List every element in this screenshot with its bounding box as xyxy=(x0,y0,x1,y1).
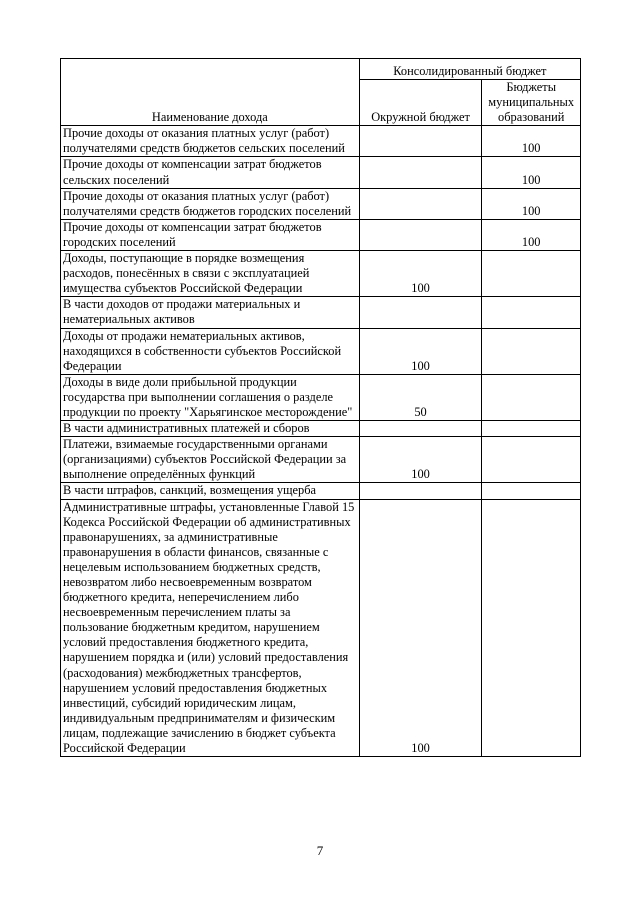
income-name-cell: В части административных платежей и сборов xyxy=(61,421,360,437)
income-name-cell: Платежи, взимаемые государственными органами (организациями) субъектов Российской Федерации за выполнение определённых функций xyxy=(61,437,360,483)
municipal-share-cell xyxy=(482,297,581,328)
header-municipal-budgets: Бюджеты муниципальных образований xyxy=(482,80,581,126)
income-name-cell: В части штрафов, санкций, возмещения ущерба xyxy=(61,483,360,499)
table-row xyxy=(61,499,581,757)
table-row xyxy=(61,437,581,483)
header-okrug-budget: Окружной бюджет xyxy=(359,80,482,126)
municipal-share-cell: 100 xyxy=(482,219,581,250)
section-row xyxy=(61,483,581,499)
table-header-row xyxy=(61,59,581,80)
okrug-share-cell xyxy=(359,219,482,250)
municipal-share-cell xyxy=(482,328,581,374)
income-name-cell: Административные штрафы, установленные Главой 15 Кодекса Российской Федерации об административных правонарушениях, за административные правонарушения в области финансов, связанные с нецелевым использованием бюджетных средств, невозвратом либо несвоевременным возвратом бюджетного кредита, неперечислением либо несвоевременным перечислением платы за пользование бюджетным кредитом, нарушением условий предоставления бюджетного кредита, нарушением порядка и (или) условий предоставления (расходования) межбюджетных трансфертов, нарушением условий предоставления бюджетных инвестиций, субсидий юридическим лицам, индивидуальным предпринимателям и физическим лицам, подлежащие зачислению в бюджет субъекта Российской Федерации xyxy=(61,499,360,757)
section-row xyxy=(61,297,581,328)
okrug-share-cell: 100 xyxy=(359,251,482,297)
municipal-share-cell xyxy=(482,374,581,420)
okrug-share-cell: 100 xyxy=(359,437,482,483)
okrug-share-cell: 100 xyxy=(359,499,482,757)
okrug-share-cell: 100 xyxy=(359,328,482,374)
okrug-share-cell xyxy=(359,483,482,499)
income-name-cell: Прочие доходы от оказания платных услуг (работ) получателями средств бюджетов сельских поселений xyxy=(61,126,360,157)
okrug-share-cell: 50 xyxy=(359,374,482,420)
income-name-cell: В части доходов от продажи материальных и нематериальных активов xyxy=(61,297,360,328)
section-row xyxy=(61,421,581,437)
table-body xyxy=(61,126,581,757)
income-name-cell: Доходы от продажи нематериальных активов, находящихся в собственности субъектов Российской Федерации xyxy=(61,328,360,374)
income-name-cell: Прочие доходы от компенсации затрат бюджетов сельских поселений xyxy=(61,157,360,188)
municipal-share-cell xyxy=(482,251,581,297)
header-consolidated-budget: Консолидированный бюджет xyxy=(359,59,580,80)
municipal-share-cell xyxy=(482,437,581,483)
income-name-cell: Доходы в виде доли прибыльной продукции государства при выполнении соглашения о разделе продукции по проекту "Харьягинское месторождение" xyxy=(61,374,360,420)
municipal-share-cell xyxy=(482,421,581,437)
table-row xyxy=(61,374,581,420)
municipal-share-cell: 100 xyxy=(482,188,581,219)
okrug-share-cell xyxy=(359,126,482,157)
income-distribution-table xyxy=(60,58,581,757)
municipal-share-cell: 100 xyxy=(482,157,581,188)
municipal-share-cell xyxy=(482,499,581,757)
header-income-name: Наименование дохода xyxy=(61,59,360,126)
income-name-cell: Доходы, поступающие в порядке возмещения расходов, понесённых в связи с эксплуатацией имущества субъектов Российской Федерации xyxy=(61,251,360,297)
okrug-share-cell xyxy=(359,188,482,219)
table-row xyxy=(61,219,581,250)
page-number: 7 xyxy=(316,843,324,858)
table-row xyxy=(61,188,581,219)
table-row xyxy=(61,157,581,188)
municipal-share-cell xyxy=(482,483,581,499)
table-row xyxy=(61,251,581,297)
okrug-share-cell xyxy=(359,421,482,437)
municipal-share-cell: 100 xyxy=(482,126,581,157)
table-row xyxy=(61,328,581,374)
okrug-share-cell xyxy=(359,297,482,328)
table-row xyxy=(61,126,581,157)
income-name-cell: Прочие доходы от компенсации затрат бюджетов городских поселений xyxy=(61,219,360,250)
income-name-cell: Прочие доходы от оказания платных услуг (работ) получателями средств бюджетов городских поселений xyxy=(61,188,360,219)
okrug-share-cell xyxy=(359,157,482,188)
